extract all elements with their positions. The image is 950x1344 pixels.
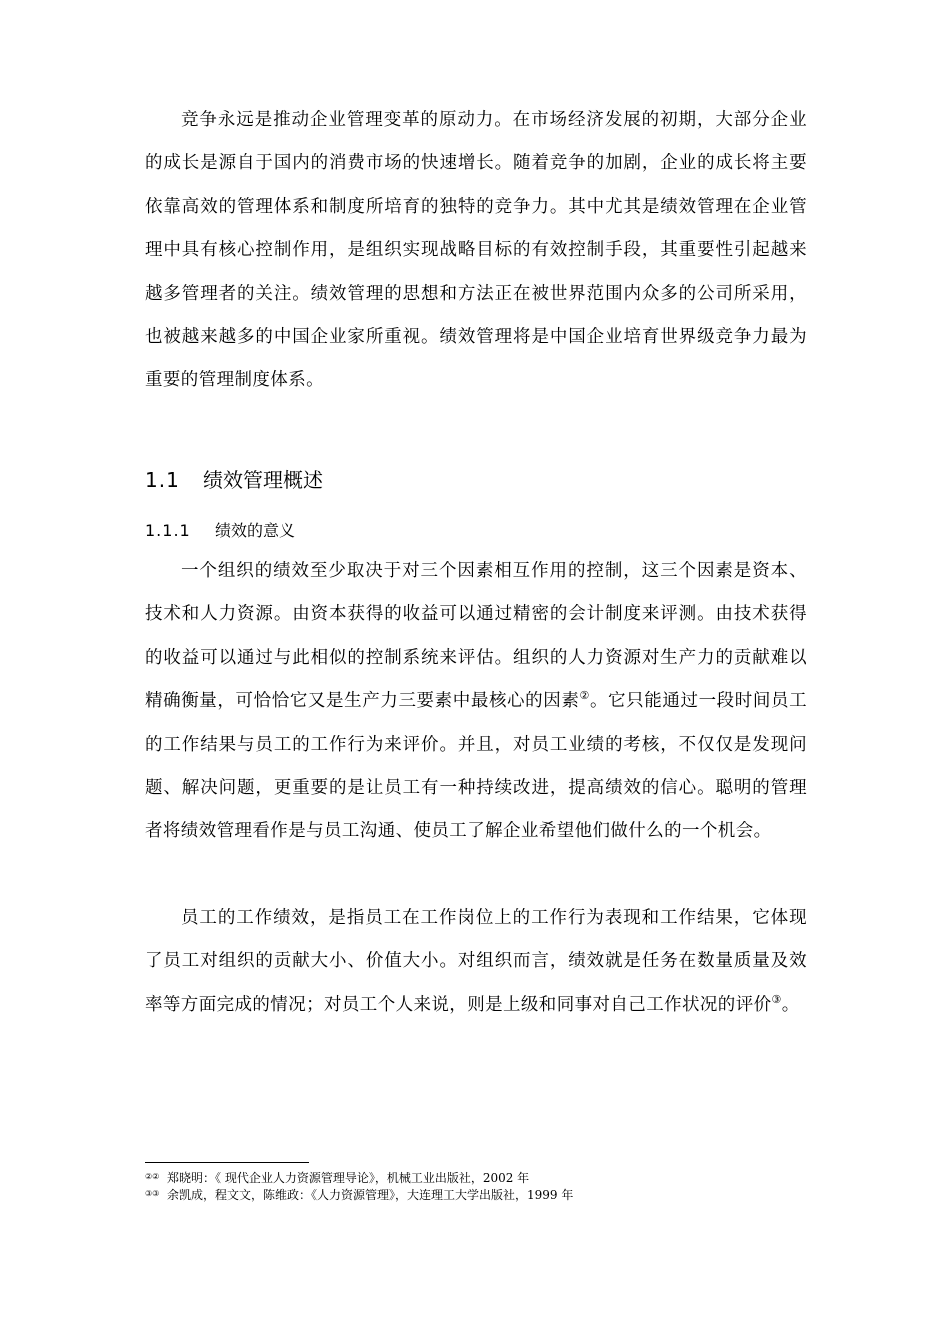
subsection-title: 绩效的意义 (215, 521, 296, 540)
footnote-text: 郑晓明：《 现代企业人力资源管理导论》，机械工业出版社，2002 年 (167, 1171, 530, 1185)
paragraph-text: 。它只能通过一段时间员工的工作结果与员工的工作行为来评价。并且，对员工业绩的考核，不仅仅是发现问题、解决问题，更重要的是让员工有一种持续改进，提高绩效的信心。聪明的管理者将绩效管理看作是与员工沟通、使员工了解企业希望他们做什么的一个机会。 (145, 691, 807, 842)
performance-meaning-paragraph (145, 550, 807, 854)
paragraph-text: 。 (781, 994, 800, 1015)
section-number: 1.1 (145, 468, 180, 492)
employee-performance-paragraph (145, 897, 807, 1027)
footnote-mark: ②② (145, 1172, 160, 1181)
footnote-reference[interactable]: ③ (771, 992, 782, 1006)
footnote-separator (145, 1162, 309, 1163)
footnote-text: 余凯成，程文文，陈维政：《人力资源管理》，大连理工大学出版社，1999 年 (167, 1188, 574, 1202)
section-title: 绩效管理概述 (203, 468, 323, 492)
footnote-2 (145, 1185, 573, 1204)
paragraph-text: 一个组织的绩效至少取决于对三个因素相互作用的控制，这三个因素是资本、技术和人力资源。由资本获得的收益可以通过精密的会计制度来评测。由技术获得的收益可以通过与此相似的控制系统来评估。组织的人力资源对生产力的贡献难以精确衡量，可恰恰它又是生产力三要素中最核心的因素 (145, 561, 807, 712)
paragraph-text: 员工的工作绩效，是指员工在工作岗位上的工作行为表现和工作结果，它体现了员工对组织的贡献大小、价值大小。对组织而言，绩效就是任务在数量质量及效率等方面完成的情况；对员工个人来说，则是上级和同事对自己工作状况的评价 (145, 908, 807, 1015)
section-heading (145, 465, 323, 495)
subsection-heading (145, 518, 295, 544)
subsection-number: 1.1.1 (145, 521, 191, 540)
intro-paragraph-text: 竞争永远是推动企业管理变革的原动力。在市场经济发展的初期，大部分企业的成长是源自于国内的消费市场的快速增长。随着竞争的加剧，企业的成长将主要依靠高效的管理体系和制度所培育的独特的竞争力。其中尤其是绩效管理在企业管理中具有核心控制作用，是组织实现战略目标的有效控制手段，其重要性引起越来越多管理者的关注。绩效管理的思想和方法正在被世界范围内众多的公司所采用，也被越来越多的中国企业家所重视。绩效管理将是中国企业培育世界级竞争力最为重要的管理制度体系。 (145, 110, 807, 391)
footnote-mark: ③③ (145, 1189, 160, 1198)
footnote-reference[interactable]: ② (579, 689, 590, 703)
intro-paragraph (145, 99, 807, 403)
